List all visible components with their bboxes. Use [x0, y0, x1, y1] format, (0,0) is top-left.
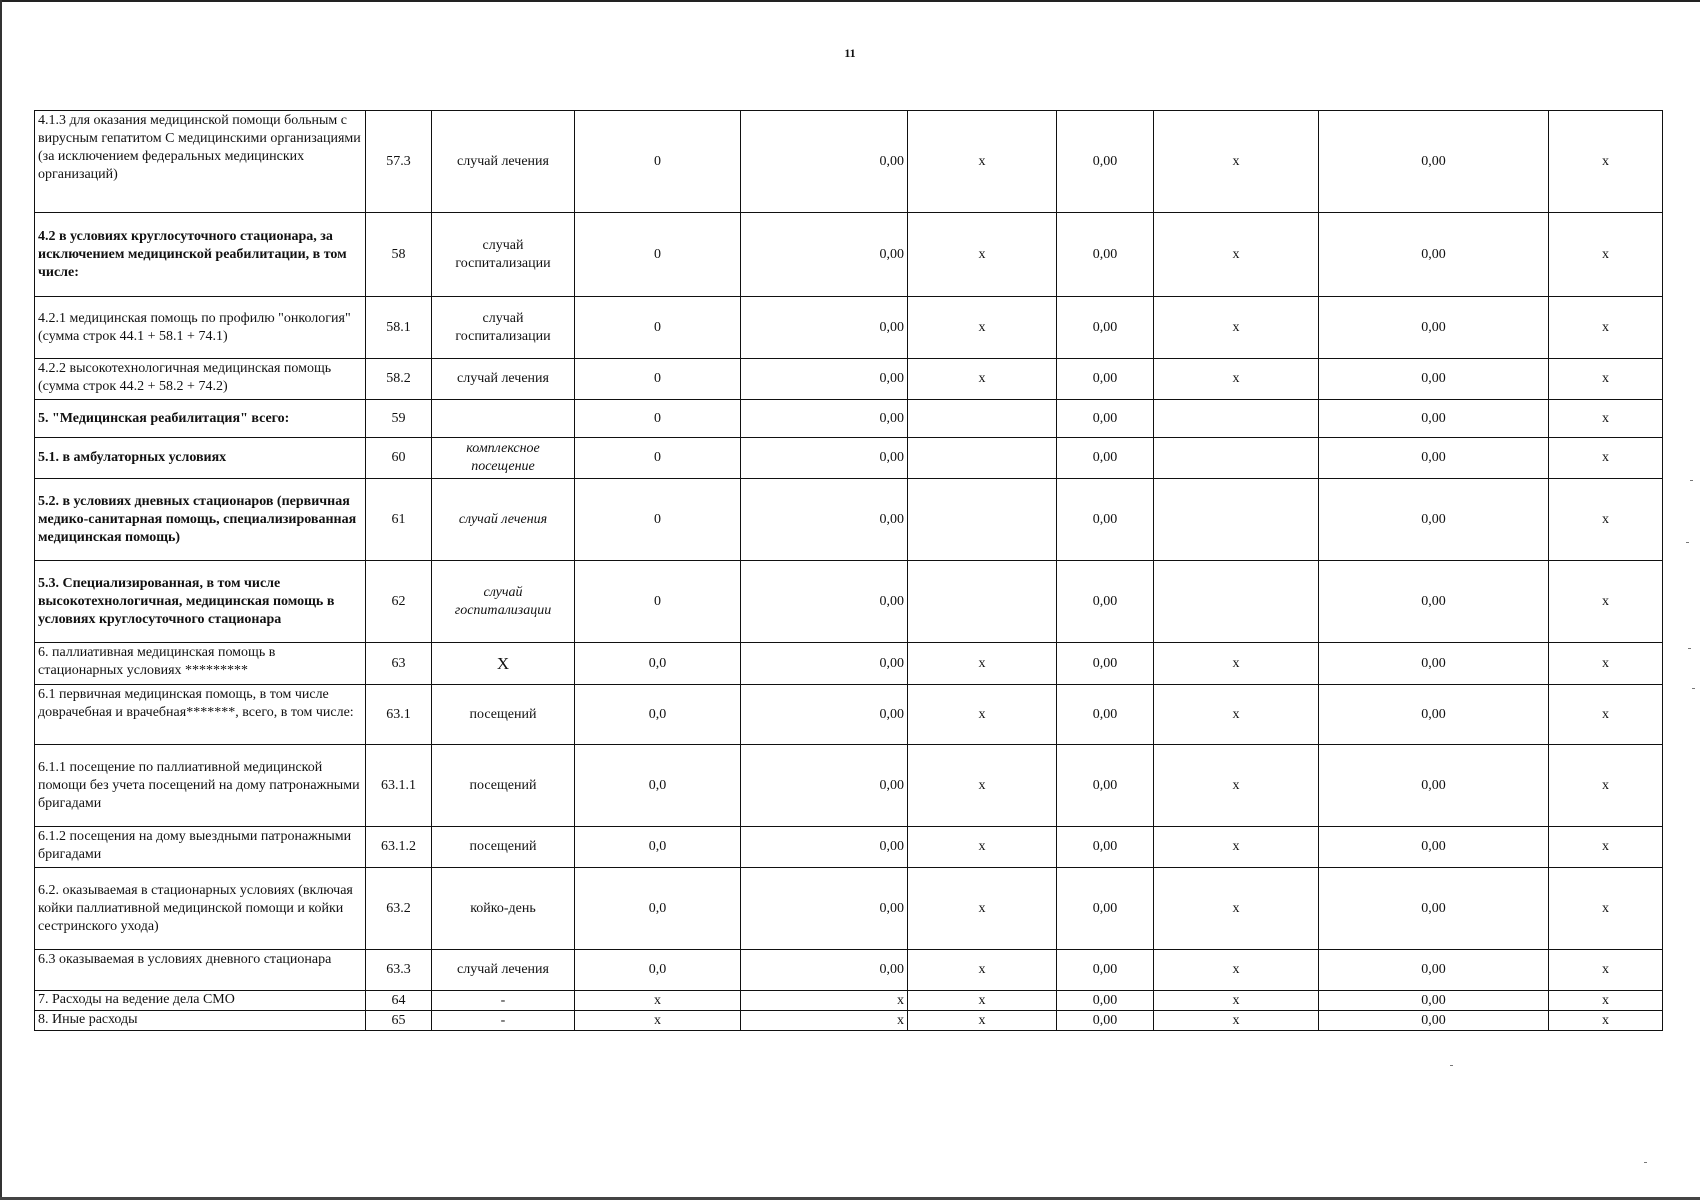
row-code: 61 — [366, 479, 432, 561]
table-row — [35, 643, 1663, 685]
row-unit: случай госпитализации — [432, 297, 575, 359]
row-unit: случай лечения — [432, 359, 575, 400]
row-name: 6. паллиативная медицинская помощь в стационарных условиях ********* — [35, 643, 366, 685]
scan-edge-top — [0, 0, 1700, 2]
cell-c9: 0,00 — [1319, 438, 1549, 479]
cell-c9: 0,00 — [1319, 685, 1549, 745]
cell-c7: 0,00 — [1057, 438, 1154, 479]
row-name: 4.1.3 для оказания медицинской помощи больным с вирусным гепатитом С медицинскими организациями (за исключением федеральных медицинских организаций) — [35, 111, 366, 213]
cell-c5: 0,00 — [741, 213, 908, 297]
row-code: 63.1.1 — [366, 745, 432, 827]
table-row — [35, 1011, 1663, 1031]
row-name: 7. Расходы на ведение дела СМО — [35, 991, 366, 1011]
cell-c4: 0,0 — [575, 685, 741, 745]
row-name: 5.1. в амбулаторных условиях — [35, 438, 366, 479]
cell-c4: 0 — [575, 400, 741, 438]
cell-c8: х — [1154, 297, 1319, 359]
cell-c8: х — [1154, 1011, 1319, 1031]
cell-c6: х — [908, 950, 1057, 991]
cell-c9: 0,00 — [1319, 1011, 1549, 1031]
cell-c9: 0,00 — [1319, 400, 1549, 438]
cell-c8 — [1154, 479, 1319, 561]
cell-c9: 0,00 — [1319, 827, 1549, 868]
row-name: 4.2.2 высокотехнологичная медицинская помощь (сумма строк 44.2 + 58.2 + 74.2) — [35, 359, 366, 400]
cell-c10: х — [1549, 400, 1663, 438]
cell-c5: 0,00 — [741, 359, 908, 400]
cell-c4: 0,0 — [575, 643, 741, 685]
row-unit: посещений — [432, 685, 575, 745]
cell-c8: х — [1154, 213, 1319, 297]
row-unit: посещений — [432, 827, 575, 868]
cell-c7: 0,00 — [1057, 111, 1154, 213]
table-row — [35, 213, 1663, 297]
cell-c6 — [908, 561, 1057, 643]
cell-c4: 0 — [575, 213, 741, 297]
cell-c9: 0,00 — [1319, 643, 1549, 685]
cell-c10: х — [1549, 643, 1663, 685]
cell-c8 — [1154, 400, 1319, 438]
cell-c5: 0,00 — [741, 643, 908, 685]
cell-c4: 0 — [575, 561, 741, 643]
cell-c7: 0,00 — [1057, 991, 1154, 1011]
cell-c8: х — [1154, 111, 1319, 213]
cell-c9: 0,00 — [1319, 111, 1549, 213]
cell-c4: 0 — [575, 359, 741, 400]
row-unit: посещений — [432, 745, 575, 827]
cell-c7: 0,00 — [1057, 643, 1154, 685]
row-unit: случай лечения — [432, 950, 575, 991]
table-row — [35, 400, 1663, 438]
cell-c5: 0,00 — [741, 745, 908, 827]
cell-c6: х — [908, 1011, 1057, 1031]
row-unit: койко-день — [432, 868, 575, 950]
cell-c7: 0,00 — [1057, 950, 1154, 991]
row-name: 5. "Медицинская реабилитация" всего: — [35, 400, 366, 438]
row-name: 5.2. в условиях дневных стационаров (первичная медико-санитарная помощь, специализированная медицинская помощь) — [35, 479, 366, 561]
scan-speck — [1686, 542, 1689, 543]
cell-c4: 0,0 — [575, 827, 741, 868]
table-row — [35, 991, 1663, 1011]
row-unit: случай лечения — [432, 479, 575, 561]
cell-c7: 0,00 — [1057, 868, 1154, 950]
cell-c10: х — [1549, 950, 1663, 991]
row-unit: комплексное посещение — [432, 438, 575, 479]
row-name: 5.3. Специализированная, в том числе высокотехнологичная, медицинская помощь в условиях круглосуточного стационара — [35, 561, 366, 643]
cell-c9: 0,00 — [1319, 359, 1549, 400]
cell-c10: х — [1549, 213, 1663, 297]
cell-c10: х — [1549, 868, 1663, 950]
table-row — [35, 479, 1663, 561]
cell-c4: 0 — [575, 297, 741, 359]
cell-c8: х — [1154, 991, 1319, 1011]
row-name: 6.1 первичная медицинская помощь, в том числе доврачебная и врачебная*******, всего, в том числе: — [35, 685, 366, 745]
table-row — [35, 111, 1663, 213]
row-unit: случай госпитализации — [432, 561, 575, 643]
row-code: 58.1 — [366, 297, 432, 359]
row-code: 58.2 — [366, 359, 432, 400]
cell-c5: 0,00 — [741, 685, 908, 745]
scan-speck — [1688, 648, 1691, 649]
cell-c10: х — [1549, 827, 1663, 868]
scan-speck — [1450, 1065, 1453, 1066]
cell-c6: х — [908, 359, 1057, 400]
cell-c6: х — [908, 827, 1057, 868]
cell-c8: х — [1154, 745, 1319, 827]
row-code: 64 — [366, 991, 432, 1011]
cell-c10: х — [1549, 561, 1663, 643]
row-code: 63.1.2 — [366, 827, 432, 868]
row-code: 60 — [366, 438, 432, 479]
cell-c7: 0,00 — [1057, 297, 1154, 359]
cell-c4: х — [575, 1011, 741, 1031]
cell-c9: 0,00 — [1319, 745, 1549, 827]
cell-c10: х — [1549, 1011, 1663, 1031]
cell-c10: х — [1549, 685, 1663, 745]
row-code: 58 — [366, 213, 432, 297]
cell-c8: х — [1154, 827, 1319, 868]
table-row — [35, 950, 1663, 991]
cell-c10: х — [1549, 359, 1663, 400]
cell-c9: 0,00 — [1319, 561, 1549, 643]
row-name: 8. Иные расходы — [35, 1011, 366, 1031]
cell-c9: 0,00 — [1319, 950, 1549, 991]
cell-c6: х — [908, 745, 1057, 827]
report-table — [34, 110, 1663, 1031]
cell-c5: 0,00 — [741, 400, 908, 438]
cell-c6: х — [908, 685, 1057, 745]
cell-c5: х — [741, 991, 908, 1011]
cell-c7: 0,00 — [1057, 561, 1154, 643]
row-code: 59 — [366, 400, 432, 438]
cell-c10: х — [1549, 297, 1663, 359]
cell-c9: 0,00 — [1319, 991, 1549, 1011]
cell-c10: х — [1549, 991, 1663, 1011]
scan-speck — [1690, 480, 1693, 481]
row-unit: - — [432, 1011, 575, 1031]
cell-c8: х — [1154, 950, 1319, 991]
row-code: 57.3 — [366, 111, 432, 213]
row-unit: - — [432, 991, 575, 1011]
cell-c6: х — [908, 643, 1057, 685]
row-code: 62 — [366, 561, 432, 643]
cell-c4: 0 — [575, 479, 741, 561]
cell-c9: 0,00 — [1319, 868, 1549, 950]
cell-c4: 0,0 — [575, 950, 741, 991]
cell-c4: 0 — [575, 111, 741, 213]
row-code: 63.3 — [366, 950, 432, 991]
cell-c9: 0,00 — [1319, 479, 1549, 561]
cell-c6 — [908, 438, 1057, 479]
row-name: 6.3 оказываемая в условиях дневного стационара — [35, 950, 366, 991]
scan-edge-left — [0, 0, 2, 1200]
cell-c7: 0,00 — [1057, 1011, 1154, 1031]
row-code: 63 — [366, 643, 432, 685]
page-number: 11 — [844, 46, 856, 60]
cell-c7: 0,00 — [1057, 400, 1154, 438]
cell-c9: 0,00 — [1319, 213, 1549, 297]
cell-c5: 0,00 — [741, 950, 908, 991]
table-row — [35, 561, 1663, 643]
cell-c6: х — [908, 213, 1057, 297]
cell-c10: х — [1549, 111, 1663, 213]
cell-c8 — [1154, 438, 1319, 479]
cell-c10: х — [1549, 745, 1663, 827]
table-row — [35, 745, 1663, 827]
cell-c5: 0,00 — [741, 438, 908, 479]
cell-c7: 0,00 — [1057, 479, 1154, 561]
table-row — [35, 359, 1663, 400]
row-name: 6.2. оказываемая в стационарных условиях (включая койки паллиативной медицинской помощи и койки сестринского ухода) — [35, 868, 366, 950]
table-row — [35, 868, 1663, 950]
cell-c9: 0,00 — [1319, 297, 1549, 359]
cell-c7: 0,00 — [1057, 827, 1154, 868]
cell-c4: 0,0 — [575, 745, 741, 827]
table-row — [35, 438, 1663, 479]
cell-c6: х — [908, 991, 1057, 1011]
cell-c5: 0,00 — [741, 827, 908, 868]
cell-c6: х — [908, 868, 1057, 950]
row-code: 65 — [366, 1011, 432, 1031]
table-row — [35, 827, 1663, 868]
cell-c6: х — [908, 297, 1057, 359]
table-row — [35, 297, 1663, 359]
cell-c4: 0,0 — [575, 868, 741, 950]
cell-c4: х — [575, 991, 741, 1011]
row-name: 4.2.1 медицинская помощь по профилю "онкология" (сумма строк 44.1 + 58.1 + 74.1) — [35, 297, 366, 359]
row-unit: случай лечения — [432, 111, 575, 213]
row-name: 6.1.1 посещение по паллиативной медицинской помощи без учета посещений на дому патронажными бригадами — [35, 745, 366, 827]
cell-c5: х — [741, 1011, 908, 1031]
cell-c8 — [1154, 561, 1319, 643]
cell-c7: 0,00 — [1057, 685, 1154, 745]
row-unit: Х — [432, 643, 575, 685]
row-unit: случай госпитализации — [432, 213, 575, 297]
row-name: 6.1.2 посещения на дому выездными патронажными бригадами — [35, 827, 366, 868]
scan-speck — [1644, 1162, 1647, 1163]
cell-c8: х — [1154, 643, 1319, 685]
cell-c5: 0,00 — [741, 479, 908, 561]
cell-c8: х — [1154, 685, 1319, 745]
cell-c7: 0,00 — [1057, 745, 1154, 827]
cell-c5: 0,00 — [741, 297, 908, 359]
cell-c6: х — [908, 111, 1057, 213]
cell-c5: 0,00 — [741, 561, 908, 643]
row-code: 63.2 — [366, 868, 432, 950]
cell-c6 — [908, 479, 1057, 561]
row-name: 4.2 в условиях круглосуточного стационара, за исключением медицинской реабилитации, в том числе: — [35, 213, 366, 297]
cell-c7: 0,00 — [1057, 359, 1154, 400]
cell-c5: 0,00 — [741, 111, 908, 213]
cell-c7: 0,00 — [1057, 213, 1154, 297]
table-row — [35, 685, 1663, 745]
scan-speck — [1692, 688, 1695, 689]
cell-c8: х — [1154, 359, 1319, 400]
cell-c10: х — [1549, 479, 1663, 561]
cell-c10: х — [1549, 438, 1663, 479]
row-code: 63.1 — [366, 685, 432, 745]
row-unit — [432, 400, 575, 438]
cell-c6 — [908, 400, 1057, 438]
cell-c8: х — [1154, 868, 1319, 950]
cell-c4: 0 — [575, 438, 741, 479]
cell-c5: 0,00 — [741, 868, 908, 950]
